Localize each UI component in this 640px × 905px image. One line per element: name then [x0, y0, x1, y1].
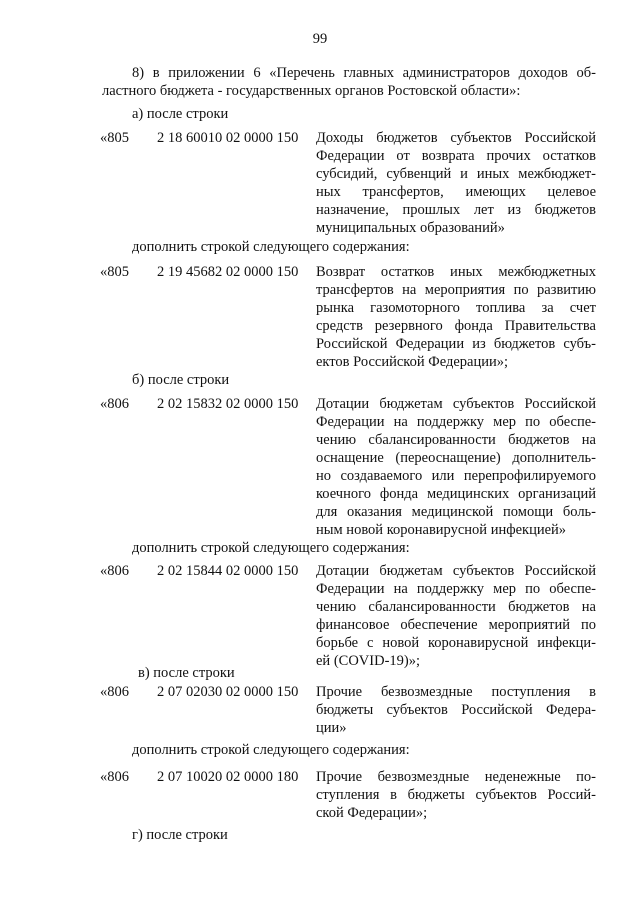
income-description: Доходы бюджетов субъектов Российской Федерации от возврата прочих остатков субсидий, субвенций и иных межбюджет- ных трансфертов, имеющих целевое назначение, прошлых лет из бюджетов муниципальных образований» — [316, 130, 596, 236]
admin-code: «806 — [100, 769, 129, 785]
admin-code: «805 — [100, 130, 129, 146]
income-description: Возврат остатков иных межбюджетных трансфертов на мероприятия по развитию рынка газомоторного топлива за счет средств резервного фонда Правительства Российской Федерации из бюджетов субъ- ектов Российской Федерации»; — [316, 264, 596, 370]
income-description: Прочие безвозмездные поступления в бюджеты субъектов Российской Федера- ции» — [316, 684, 596, 736]
add-row-label: дополнить строкой следующего содержания: — [132, 540, 410, 556]
income-code: 2 02 15844 02 0000 150 — [157, 563, 299, 579]
intro-line-2: ластного бюджета - государственных органов Ростовской области»: — [102, 83, 521, 99]
admin-code: «806 — [100, 563, 129, 579]
income-code: 2 19 45682 02 0000 150 — [157, 264, 299, 280]
income-description: Дотации бюджетам субъектов Российской Федерации на поддержку мер по обеспе- чению сбалансированности бюджетов на финансовое обеспечение мероприятий по борьбе с новой коронавирусной инфекци- ей (COVID-19)»; — [316, 563, 596, 669]
section-g-label: г) после строки — [132, 827, 228, 843]
admin-code: «805 — [100, 264, 129, 280]
section-a-label: а) после строки — [132, 106, 229, 122]
income-code: 2 02 15832 02 0000 150 — [157, 396, 299, 412]
section-v-label: в) после строки — [138, 665, 235, 681]
income-code: 2 07 02030 02 0000 150 — [157, 684, 299, 700]
intro-line-1: 8) в приложении 6 «Перечень главных администраторов доходов об- — [132, 65, 596, 81]
page-number: 99 — [312, 31, 328, 47]
section-b-label: б) после строки — [132, 372, 230, 388]
income-code: 2 07 10020 02 0000 180 — [157, 769, 299, 785]
income-description: Дотации бюджетам субъектов Российской Федерации на поддержку мер по обеспе- чению сбалансированности бюджетов на оснащение (переоснащение) дополнитель- но создаваемого или перепрофилируемого коечного фонда медицинских организаций для оказания медицинской помощи боль- ным новой коронавирусной инфекцией» — [316, 396, 596, 538]
income-description: Прочие безвозмездные неденежные по- ступления в бюджеты субъектов Россий- ской Федерации»; — [316, 769, 596, 821]
add-row-label: дополнить строкой следующего содержания: — [132, 742, 410, 758]
income-code: 2 18 60010 02 0000 150 — [157, 130, 299, 146]
add-row-label: дополнить строкой следующего содержания: — [132, 239, 410, 255]
admin-code: «806 — [100, 684, 129, 700]
admin-code: «806 — [100, 396, 129, 412]
